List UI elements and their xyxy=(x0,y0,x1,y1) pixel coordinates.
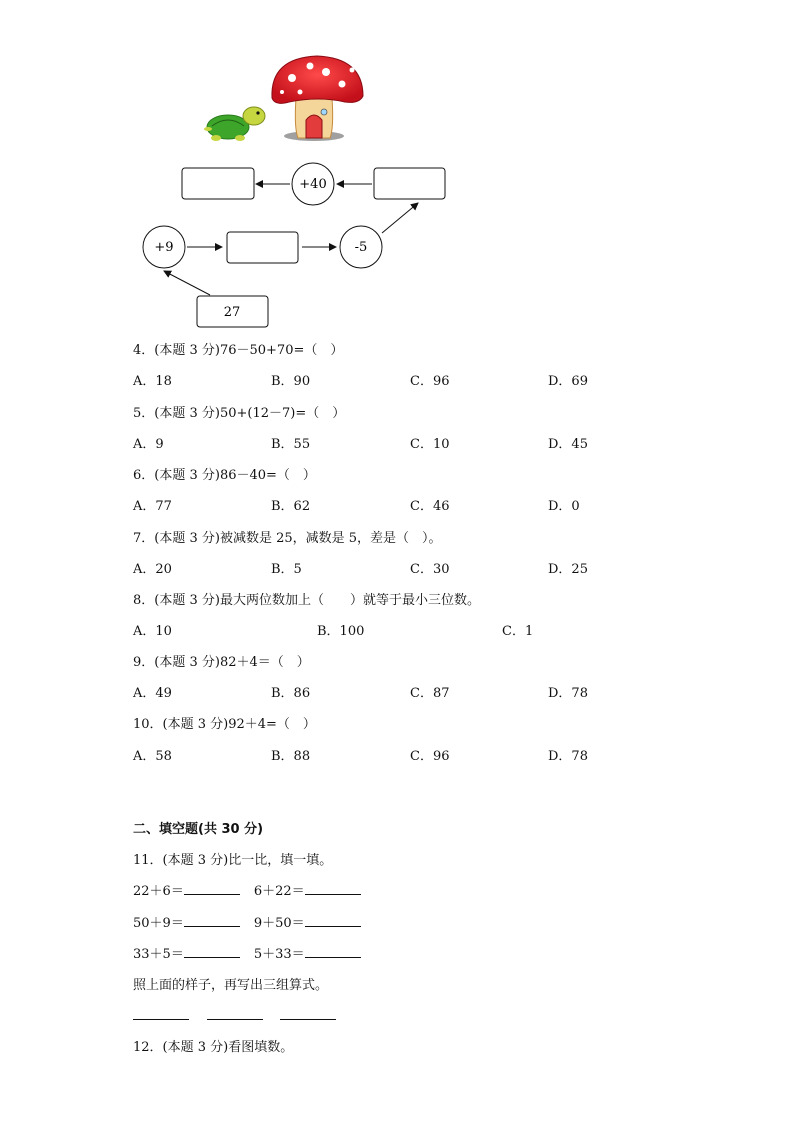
q7-option-c[interactable]: C．30 xyxy=(410,562,450,577)
compare-row-2 xyxy=(133,912,361,931)
row1-right-expression: 6＋22＝ xyxy=(253,884,305,899)
row2-left-blank[interactable] xyxy=(184,914,240,927)
q10-option-d[interactable]: D．78 xyxy=(548,749,588,764)
q8-option-b[interactable]: B．100 xyxy=(317,624,365,639)
q4-option-b[interactable]: B．90 xyxy=(271,374,311,389)
q6-option-a[interactable]: A．77 xyxy=(133,499,172,514)
row2-right-blank[interactable] xyxy=(305,914,361,927)
row3-right-expression: 5＋33＝ xyxy=(253,947,305,962)
q9-option-d[interactable]: D．78 xyxy=(548,686,588,701)
question-10-stem: 10．(本题 3 分)92＋4=（ ） xyxy=(133,717,316,732)
question-9-stem: 9．(本题 3 分)82＋4＝（ ） xyxy=(133,655,310,670)
box-top-right xyxy=(374,168,445,199)
question-12-stem: 12．(本题 3 分)看图填数。 xyxy=(133,1040,294,1055)
row1-left-blank[interactable] xyxy=(184,882,240,895)
q5-option-c[interactable]: C．10 xyxy=(410,437,450,452)
mushroom-house-picture xyxy=(272,56,363,141)
question-7-stem: 7．(本题 3 分)被减数是 25，减数是 5，差是（ ）。 xyxy=(133,531,442,546)
turtle-picture xyxy=(204,107,265,141)
row2-left-expression: 50＋9＝ xyxy=(133,916,184,931)
section-2-title: 二、填空题(共 30 分) xyxy=(133,822,264,837)
circle-plus40-label: +40 xyxy=(299,177,327,192)
question-6-stem: 6．(本题 3 分)86－40=（ ） xyxy=(133,468,316,483)
box-top-left xyxy=(182,168,254,199)
question-11-stem: 11．(本题 3 分)比一比，填一填。 xyxy=(133,853,333,868)
q7-option-d[interactable]: D．25 xyxy=(548,562,588,577)
circle-minus5-label: -5 xyxy=(354,240,368,255)
answer-blank-2[interactable] xyxy=(207,1018,263,1020)
box-middle xyxy=(227,232,298,263)
q10-option-a[interactable]: A．58 xyxy=(133,749,172,764)
q8-option-c[interactable]: C．1 xyxy=(502,624,534,639)
question-4-stem: 4．(本题 3 分)76－50+70=（ ） xyxy=(133,343,344,358)
row3-right-blank[interactable] xyxy=(305,945,361,958)
q7-option-b[interactable]: B．5 xyxy=(271,562,302,577)
question-5-stem: 5．(本题 3 分)50+(12－7)=（ ） xyxy=(133,406,346,421)
arithmetic-flow-diagram xyxy=(0,0,794,340)
q4-option-a[interactable]: A．18 xyxy=(133,374,172,389)
box-start-label: 27 xyxy=(223,305,241,320)
q8-option-a[interactable]: A．10 xyxy=(133,624,172,639)
answer-blank-1[interactable] xyxy=(133,1018,189,1020)
q5-option-d[interactable]: D．45 xyxy=(548,437,588,452)
q5-option-a[interactable]: A．9 xyxy=(133,437,164,452)
q6-option-d[interactable]: D．0 xyxy=(548,499,580,514)
answer-blank-3[interactable] xyxy=(280,1018,336,1020)
q10-option-b[interactable]: B．88 xyxy=(271,749,311,764)
q4-option-d[interactable]: D．69 xyxy=(548,374,588,389)
q4-option-c[interactable]: C．96 xyxy=(410,374,450,389)
q9-option-b[interactable]: B．86 xyxy=(271,686,311,701)
row1-left-expression: 22＋6＝ xyxy=(133,884,184,899)
q7-option-a[interactable]: A．20 xyxy=(133,562,172,577)
q6-option-c[interactable]: C．46 xyxy=(410,499,450,514)
q10-option-c[interactable]: C．96 xyxy=(410,749,450,764)
compare-row-1 xyxy=(133,880,361,899)
row2-right-expression: 9＋50＝ xyxy=(253,916,305,931)
q9-option-c[interactable]: C．87 xyxy=(410,686,450,701)
row3-left-expression: 33＋5＝ xyxy=(133,947,184,962)
compare-row-3 xyxy=(133,943,361,962)
q6-option-b[interactable]: B．62 xyxy=(271,499,311,514)
row3-left-blank[interactable] xyxy=(184,945,240,958)
question-8-stem: 8．(本题 3 分)最大两位数加上（ ）就等于最小三位数。 xyxy=(133,593,480,608)
q5-option-b[interactable]: B．55 xyxy=(271,437,311,452)
circle-plus9-label: +9 xyxy=(154,240,174,255)
instruction-text: 照上面的样子，再写出三组算式。 xyxy=(133,978,329,993)
row1-right-blank[interactable] xyxy=(305,882,361,895)
q9-option-a[interactable]: A．49 xyxy=(133,686,172,701)
